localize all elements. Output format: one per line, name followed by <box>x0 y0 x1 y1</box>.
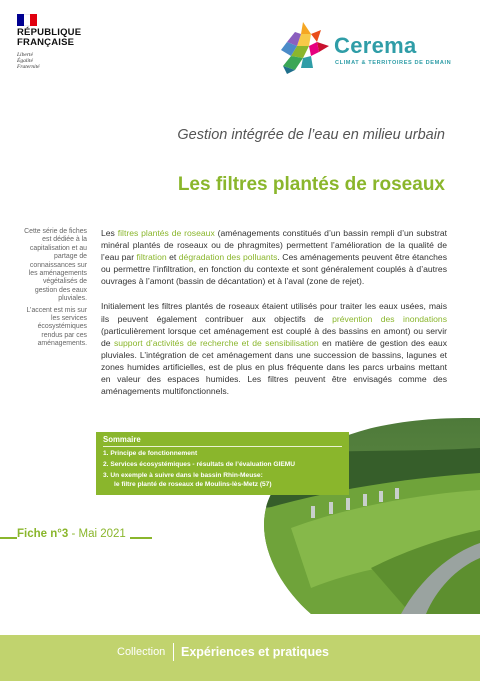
sommaire-item[interactable]: 2. Services écosystémiques - résultats de l’évaluation GIEMU <box>103 461 296 468</box>
collection-name: Expériences et pratiques <box>181 645 329 659</box>
sidebar-paragraph-1: Cette série de fiches est dédiée à la capitalisation et au partage de connaissances sur les aménagements végétalisés de gestion des eaux pluviales. <box>24 228 87 303</box>
document-subtitle: Gestion intégrée de l’eau en milieu urbain <box>177 127 445 143</box>
fiche-date: - Mai 2021 <box>68 528 126 540</box>
republic-line-2: FRANÇAISE <box>17 37 75 48</box>
sommaire-item[interactable]: le filtre planté de roseaux de Moulins-lès-Metz (57) <box>103 481 272 488</box>
republic-line-1: RÉPUBLIQUE <box>17 27 82 38</box>
highlight-filtres: filtres plantés de roseaux <box>117 228 215 238</box>
highlight-recherche: support d’activités de recherche et de sensibilisation <box>113 337 319 348</box>
intro-paragraph-1: Les filtres plantés de roseaux (aménagements constitués d’un bassin rempli d’un substrat minéral plantés de roseaux ou de phragmites) permettent l’amélioration de la qualité de l’eau par filtration et dégradation des polluants. Ces aménagements peuvent être étanches ou permettre l’infiltration, en fonction du contexte et sont généralement couplés à d’autres ouvrages à l’amont (bassin de décantation) et à l’aval (zone de rejet). <box>101 228 447 287</box>
document-title: Les filtres plantés de roseaux <box>177 174 445 195</box>
cerema-tagline: CLIMAT & TERRITOIRES DE DEMAIN <box>335 60 452 66</box>
intro-text <box>101 227 447 410</box>
sommaire-list <box>103 449 343 491</box>
fiche-number <box>17 528 130 540</box>
collection-label: Collection <box>117 646 166 658</box>
sommaire-item[interactable]: 1. Principe de fonctionnement <box>103 450 198 457</box>
highlight-degradation: dégradation des polluants <box>178 252 278 263</box>
republic-motto <box>17 52 40 70</box>
french-flag-icon <box>17 14 37 26</box>
sommaire-title: Sommaire <box>103 435 141 444</box>
collection-separator <box>173 643 174 661</box>
intro-paragraph-2: Initialement les filtres plantés de roseaux étaient utilisés pour traiter les eaux usées, mais ils peuvent également contribuer aux objectifs de prévention des inondations (particulièrement lorsque cet aménagement est couplé à des bassins en amont) ou servir de support d’activités de recherche et de sensibilisation en matière de gestion des eaux pluviales. L’intégration de cet aménagement dans une succession de bassins, lagunes et zones humides artificielles, est de plus en plus fréquente dans les parcs urbains mettant en valeur des espaces humides. Les filtres peuvent être envisagés comme des aménagements multifonctionnels. <box>101 301 447 397</box>
collection-footer <box>0 635 480 681</box>
fiche-label: Fiche n°3 <box>17 528 69 540</box>
sidebar-note <box>20 228 87 352</box>
motto-egalite: Égalité <box>17 58 33 64</box>
republic-name <box>17 28 81 48</box>
highlight-inondations: prévention des inondations <box>332 313 447 324</box>
cerema-brand-name: Cerema <box>334 33 417 58</box>
sommaire-box <box>96 432 349 495</box>
motto-fraternite: Fraternité <box>17 64 40 70</box>
cerema-logo-icon <box>273 20 333 75</box>
sommaire-item[interactable]: 3. Un exemple à suivre dans le bassin Rhin-Meuse: <box>103 472 263 479</box>
sommaire-divider <box>103 446 342 447</box>
sidebar-paragraph-2: L’accent est mis sur les services écosystémiques rendus par ces aménagements. <box>26 306 87 348</box>
highlight-filtration: filtration <box>136 252 167 263</box>
motto-liberte: Liberté <box>17 52 33 58</box>
